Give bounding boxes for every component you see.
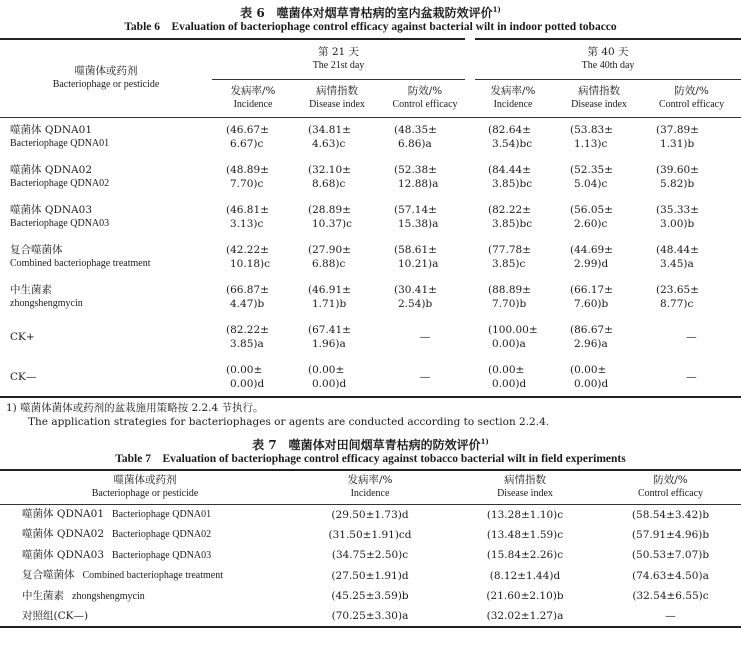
cell-mean: (100.00± <box>488 324 538 336</box>
cell-sd: 3.85)c <box>492 258 526 270</box>
table-cell <box>556 357 642 397</box>
row-agent-name-en: zhongshengmycin <box>72 590 145 602</box>
cell-mean: (58.61± <box>394 244 437 256</box>
table-row <box>0 545 741 566</box>
row-agent-name <box>0 117 212 157</box>
cell-mean: (82.64± <box>488 124 531 137</box>
table-cell <box>294 357 380 397</box>
cell-sd: 2.96)a <box>574 338 608 350</box>
table6-h-index-21 <box>294 79 380 117</box>
table-cell <box>556 237 642 277</box>
cell-mean: (66.17± <box>570 284 613 296</box>
table-cell <box>380 157 470 197</box>
h-en: Incidence <box>350 488 390 500</box>
table-cell <box>212 277 294 317</box>
table6-body <box>0 117 741 397</box>
table7-caption-sup: 1) <box>480 437 489 446</box>
cell-mean: (53.83± <box>570 124 613 137</box>
row-agent-name-zh: 噬菌体 QDNA01 <box>10 124 92 137</box>
cell-sd: 12.88)a <box>398 178 439 190</box>
h-en: Control efficacy <box>392 99 458 110</box>
table-cell <box>380 317 470 357</box>
cell-mean: (56.05± <box>570 204 613 216</box>
table-cell <box>212 357 294 397</box>
row-agent-name-en: Bacteriophage QDNA01 <box>10 138 110 150</box>
table-cell-index: (8.12±1.44)d <box>489 569 561 582</box>
cell-sd: 3.85)a <box>230 338 264 350</box>
h-en: Disease index <box>497 488 553 500</box>
table-row <box>0 586 741 607</box>
h-zh: 防效/% <box>653 474 688 487</box>
h-zh: 病情指数 <box>578 85 621 97</box>
table-cell <box>470 117 556 157</box>
table-cell <box>212 157 294 197</box>
table-cell-index: (15.84±2.26)c <box>486 549 564 562</box>
cell-sd: 3.45)a <box>660 258 694 270</box>
h-zh: 噬菌体或药剂 <box>113 474 177 487</box>
table6-header-row1 <box>0 39 741 79</box>
table6-h-incidence-40 <box>470 79 556 117</box>
row-agent-name-en: Bacteriophage QDNA01 <box>112 509 212 520</box>
table7-h-index <box>450 470 600 504</box>
cell-mean: (82.22± <box>226 324 269 336</box>
cell-mean: (52.35± <box>570 164 613 176</box>
row-agent-name-zh: 中生菌素 <box>22 589 64 602</box>
h-zh: 防效/% <box>407 85 443 97</box>
row-agent-name <box>0 357 212 397</box>
table6-note-en: The application strategies for bacteriophages or agents are conducted according to section 2.2.4. <box>28 416 550 428</box>
cell-sd: 7.70)b <box>492 298 527 310</box>
table-cell <box>556 117 642 157</box>
table-row <box>0 504 741 525</box>
table-cell <box>294 197 380 237</box>
cell-mean: (86.67± <box>570 324 613 336</box>
table-row <box>0 607 741 628</box>
table-cell <box>642 117 741 157</box>
h-en: Disease index <box>571 99 627 110</box>
table-row <box>0 317 741 357</box>
table6-note-zh: 1) 噬菌体菌体或药剂的盆栽施用策略按 2.2.4 节执行。 <box>6 402 264 414</box>
row-agent-name-zh: 噬菌体 QDNA03 <box>22 548 104 561</box>
table-cell <box>642 317 741 357</box>
row-agent-name <box>0 157 212 197</box>
cell-mean: (34.81± <box>308 124 351 137</box>
cell-mean: (52.38± <box>394 164 437 176</box>
table-cell <box>380 357 470 397</box>
cell-mean: (37.89± <box>656 124 699 137</box>
row-agent-name-zh: 对照组(CK—) <box>22 610 89 623</box>
row-agent-name-zh: 复合噬菌体 <box>22 569 75 582</box>
h-zh: 病情指数 <box>316 85 358 97</box>
table6-day21-header <box>212 39 470 79</box>
table-row <box>0 525 741 546</box>
table-row <box>0 277 741 317</box>
cell-sd: 7.60)b <box>574 298 609 310</box>
row-agent-name-zh: 噬菌体 QDNA02 <box>10 164 92 176</box>
h-en: Control efficacy <box>659 99 725 110</box>
table7-h-incidence <box>290 470 450 504</box>
row-agent-name <box>0 586 290 607</box>
dash-value: — <box>419 331 431 343</box>
row-agent-name <box>0 237 212 277</box>
table6-day21-zh: 第 21 天 <box>317 46 360 59</box>
table7-h-control <box>600 470 741 504</box>
table6-h-control-40 <box>642 79 741 117</box>
table-cell-incidence: (34.75±2.50)c <box>331 549 409 562</box>
row-agent-name-zh: 中生菌素 <box>10 284 52 296</box>
h-zh: 防效/% <box>674 85 709 97</box>
h-en: Incidence <box>493 99 533 110</box>
row-agent-name-en: Combined bacteriophage treatment <box>10 258 151 269</box>
table6-day40-zh: 第 40 天 <box>587 46 629 59</box>
cell-sd: 3.85)bc <box>492 178 533 190</box>
cell-mean: (84.44± <box>488 164 531 176</box>
cell-mean: (57.14± <box>394 204 437 216</box>
cell-sd: 2.60)c <box>574 218 608 230</box>
cell-mean: (0.00± <box>570 363 607 376</box>
row-agent-name <box>0 525 290 546</box>
table-cell-control: (58.54±3.42)b <box>631 508 710 521</box>
table-cell <box>642 157 741 197</box>
cell-sd: 1.13)c <box>574 138 608 151</box>
cell-sd: 6.88)c <box>312 258 346 270</box>
table-cell-incidence: (31.50±1.91)cd <box>328 528 412 541</box>
table7-caption-zh: 表 7 噬菌体对田间烟草青枯病的防效评价 <box>252 438 481 452</box>
table-cell-control: — <box>665 610 676 623</box>
row-agent-name <box>0 197 212 237</box>
cell-mean: (46.91± <box>308 284 351 296</box>
table6-day21-en: The 21st day <box>312 60 365 72</box>
cell-mean: (44.69± <box>570 244 613 256</box>
table-row <box>0 357 741 397</box>
row-agent-name-en: Bacteriophage QDNA03 <box>112 549 212 561</box>
table7 <box>0 469 741 628</box>
cell-sd: 5.04)c <box>574 178 608 190</box>
h-zh: 发病率/% <box>490 85 536 97</box>
cell-mean: (39.60± <box>656 164 699 176</box>
table6-caption-sup: 1) <box>492 5 501 14</box>
dash-value: — <box>686 331 697 343</box>
h-en: Bacteriophage or pesticide <box>91 488 199 500</box>
cell-sd: 10.37)c <box>312 218 353 230</box>
cell-sd: 0.00)d <box>312 377 347 390</box>
table-cell-incidence: (45.25±3.59)b <box>331 590 409 603</box>
cell-sd: 2.99)d <box>574 258 609 270</box>
cell-mean: (66.87± <box>226 284 269 296</box>
row-agent-name-zh: CK+ <box>10 331 35 343</box>
row-agent-name <box>0 317 212 357</box>
cell-mean: (88.89± <box>488 284 531 296</box>
table6 <box>0 38 741 398</box>
table-row <box>0 117 741 157</box>
table-cell <box>470 277 556 317</box>
table6-caption-en: Table 6 Evaluation of bacteriophage control efficacy against bacterial wilt in indoor potted tobacco <box>124 21 617 33</box>
cell-sd: 0.00)d <box>492 377 527 390</box>
row-agent-name-zh: 复合噬菌体 <box>10 244 63 256</box>
cell-sd: 1.71)b <box>312 298 347 310</box>
row-agent-name-zh: 噬菌体 QDNA02 <box>22 528 104 541</box>
table-row <box>0 237 741 277</box>
cell-sd: 4.47)b <box>230 298 265 310</box>
table-cell <box>470 317 556 357</box>
table-cell-control: (50.53±7.07)b <box>631 549 710 562</box>
row-agent-name-zh: 噬菌体 QDNA03 <box>10 204 92 216</box>
table-cell-incidence: (27.50±1.91)d <box>331 569 409 582</box>
table6-agent-header-en: Bacteriophage or pesticide <box>52 79 160 91</box>
table6-agent-header <box>0 39 212 117</box>
cell-sd: 3.85)bc <box>492 218 533 230</box>
h-zh: 发病率/% <box>347 474 393 487</box>
row-agent-name-en: Bacteriophage QDNA02 <box>10 178 110 189</box>
cell-mean: (32.10± <box>308 164 351 176</box>
row-agent-name <box>0 566 290 587</box>
table6-h-control-21 <box>380 79 470 117</box>
table-cell <box>294 117 380 157</box>
cell-mean: (28.89± <box>308 204 351 216</box>
table6-h-incidence-21 <box>212 79 294 117</box>
table-cell-index: (32.02±1.27)a <box>486 610 564 623</box>
table-cell <box>380 197 470 237</box>
table7-agent-header <box>0 470 290 504</box>
table-cell-incidence: (70.25±3.30)a <box>331 610 409 623</box>
cell-sd: 3.00)b <box>660 218 695 230</box>
cell-mean: (35.33± <box>656 204 699 216</box>
table-cell <box>380 117 470 157</box>
cell-sd: 6.67)c <box>230 138 264 151</box>
table-cell-incidence: (29.50±1.73)d <box>331 508 409 521</box>
table-cell <box>212 197 294 237</box>
cell-mean: (46.67± <box>226 124 269 137</box>
table-cell <box>556 157 642 197</box>
cell-sd: 10.18)c <box>230 258 271 270</box>
table-cell <box>470 237 556 277</box>
table6-h-index-40 <box>556 79 642 117</box>
row-agent-name <box>0 545 290 566</box>
table6-day40-header <box>470 39 741 79</box>
row-agent-name <box>0 504 290 525</box>
table-cell <box>642 237 741 277</box>
table-cell-control: (32.54±6.55)c <box>632 590 709 603</box>
cell-mean: (48.44± <box>656 244 699 256</box>
cell-sd: 3.13)c <box>230 218 264 230</box>
h-en: Control efficacy <box>637 488 704 500</box>
table-row <box>0 197 741 237</box>
table-cell-index: (13.48±1.59)c <box>486 528 564 541</box>
cell-mean: (48.35± <box>394 124 437 137</box>
table-cell <box>470 357 556 397</box>
table-cell <box>294 317 380 357</box>
table-cell-control: (74.63±4.50)a <box>632 569 709 582</box>
cell-mean: (67.41± <box>308 324 351 336</box>
h-en: Disease index <box>309 99 365 110</box>
row-agent-name <box>0 607 290 628</box>
table-cell <box>470 197 556 237</box>
table7-caption-en: Table 7 Evaluation of bacteriophage control efficacy against tobacco bacterial wilt in field experiments <box>115 453 626 465</box>
cell-mean: (42.22± <box>226 244 269 256</box>
table-cell <box>212 317 294 357</box>
table-cell <box>470 157 556 197</box>
table-cell <box>556 277 642 317</box>
dash-value: — <box>686 370 697 383</box>
cell-sd: 15.38)a <box>398 218 439 230</box>
cell-mean: (77.78± <box>488 244 531 256</box>
table6-note <box>0 401 741 429</box>
cell-mean: (0.00± <box>226 363 263 376</box>
table6-agent-header-zh: 噬菌体或药剂 <box>74 65 138 78</box>
table6-caption <box>0 0 741 34</box>
table-row <box>0 566 741 587</box>
row-agent-name-en: Combined bacteriophage treatment <box>82 570 224 582</box>
table-row <box>0 157 741 197</box>
cell-sd: 2.54)b <box>398 298 433 310</box>
table-cell <box>294 237 380 277</box>
cell-mean: (30.41± <box>394 284 437 296</box>
h-en: Incidence <box>233 99 273 110</box>
dash-value: — <box>419 370 431 383</box>
row-agent-name-zh: 噬菌体 QDNA01 <box>22 508 104 520</box>
row-agent-name-zh: CK— <box>10 370 37 383</box>
cell-mean: (82.22± <box>488 204 531 216</box>
cell-sd: 0.00)a <box>492 338 526 350</box>
cell-mean: (0.00± <box>308 363 345 376</box>
cell-mean: (46.81± <box>226 204 269 216</box>
h-zh: 病情指数 <box>504 474 546 487</box>
table-cell <box>556 197 642 237</box>
table6-caption-zh: 表 6 噬菌体对烟草青枯病的室内盆栽防效评价 <box>240 6 493 20</box>
row-agent-name-en: Bacteriophage QDNA03 <box>10 218 110 229</box>
cell-mean: (27.90± <box>308 244 351 256</box>
table7-caption <box>0 435 741 466</box>
table-cell-control: (57.91±4.96)b <box>631 528 710 541</box>
cell-sd: 1.31)b <box>660 138 695 151</box>
cell-sd: 4.63)c <box>312 138 346 151</box>
table-cell-index: (13.28±1.10)c <box>486 508 564 521</box>
cell-mean: (48.89± <box>226 164 269 176</box>
cell-mean: (0.00± <box>488 363 525 376</box>
cell-sd: 6.86)a <box>398 138 432 151</box>
table7-header-row <box>0 470 741 504</box>
table-cell <box>642 277 741 317</box>
table-cell <box>642 357 741 397</box>
table-cell <box>294 277 380 317</box>
cell-sd: 3.54)bc <box>492 138 533 151</box>
cell-mean: (23.65± <box>656 284 699 296</box>
table7-body <box>0 504 741 627</box>
cell-sd: 10.21)a <box>398 258 439 270</box>
cell-sd: 0.00)d <box>574 377 609 390</box>
cell-sd: 7.70)c <box>230 178 264 190</box>
cell-sd: 8.68)c <box>312 178 346 190</box>
table-cell <box>556 317 642 357</box>
table-cell <box>380 277 470 317</box>
table-cell <box>212 117 294 157</box>
cell-sd: 0.00)d <box>230 377 265 390</box>
table-cell <box>380 237 470 277</box>
table-cell <box>294 157 380 197</box>
table-cell-index: (21.60±2.10)b <box>486 590 564 603</box>
table-cell <box>212 237 294 277</box>
row-agent-name <box>0 277 212 317</box>
row-agent-name-en: Bacteriophage QDNA02 <box>112 529 212 541</box>
cell-sd: 5.82)b <box>660 178 695 190</box>
cell-sd: 8.77)c <box>660 298 694 310</box>
row-agent-name-en: zhongshengmycin <box>10 298 83 309</box>
h-zh: 发病率/% <box>230 85 276 97</box>
table-cell <box>642 197 741 237</box>
table6-day40-en: The 40th day <box>581 60 635 72</box>
cell-sd: 1.96)a <box>312 338 346 350</box>
